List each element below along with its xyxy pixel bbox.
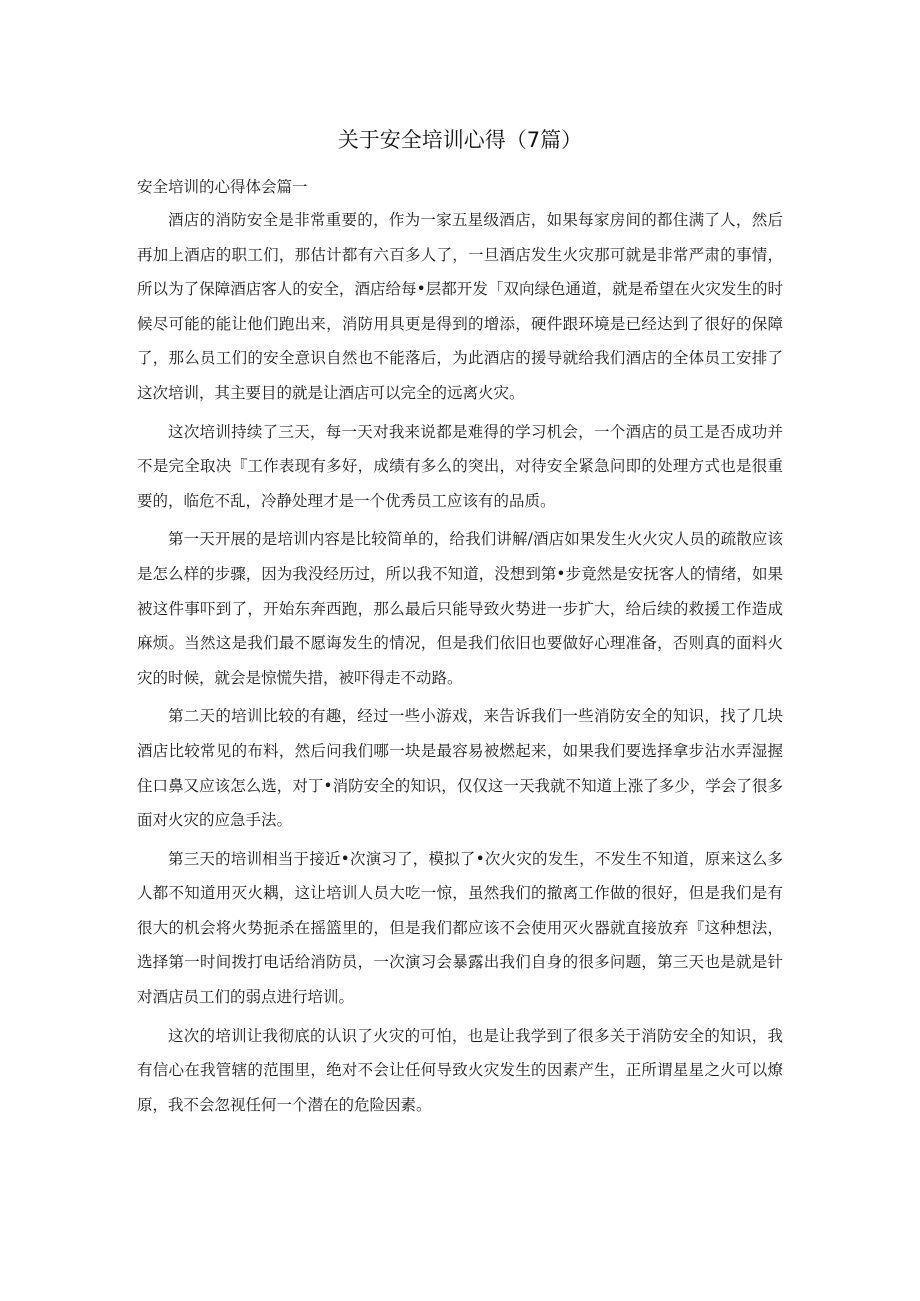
paragraph: 第三天的培训相当于接近•次演习了，模拟了•次火灾的发生，不发生不知道，原来这么多人都不知道用灭火耦，这让培训人员大吃一惊，虽然我们的撤离工作做的很好，但是我们是有很大的机会将火势扼杀在摇篮里的，但是我们都应该不会使用灭火器就直接放弃『这种想法，选择第一时间拨打电话给消防员，一次演习会暴露出我们自身的很多问题，第三天也是就是针对酒店员工们的弱点进行培训。 xyxy=(137,849,783,1007)
paragraph: 第二天的培训比较的有趣，经过一些小游戏，来告诉我们一些消防安全的知识，找了几块酒店比较常见的布料，然后问我们哪一块是最容易被燃起来，如果我们要选择拿步沾水弄湿握住口鼻又应该怎么选，对丁•消防安全的知识，仅仅这一天我就不知道上涨了多少，学会了很多面对火灾的应急手法。 xyxy=(137,707,783,830)
paragraph: 这次的培训让我彻底的认识了火灾的可怕，也是让我学到了很多关于消防安全的知识，我有信心在我管辖的范围里，绝对不会让任何导致火灾发生的因素产生，正所谓星星之火可以燎原，我不会忽视任何一个潜在的危险因素。 xyxy=(137,1026,783,1114)
section-heading: 安全培训的心得体会篇一 xyxy=(137,178,308,196)
body-text xyxy=(137,203,783,1126)
document-title: 关于安全培训心得（7篇） xyxy=(337,128,583,152)
paragraph: 第一天开展的是培训内容是比较简单的，给我们讲解/酒店如果发生火火灾人员的疏散应该是怎么样的步骤，因为我没经历过，所以我不知道，没想到第•步竟然是安抚客人的情绪，如果被这件事吓到了，开始东奔西跑，那么最后只能导致火势进一步扩大，给后续的救援工作造成麻烦。当然这是我们最不愿诲发生的情况，但是我们依旧也要做好心理准备，否则真的面料火灾的时候，就会是惊慌失措，被吓得走不动路。 xyxy=(137,530,783,687)
paragraph: 这次培训持续了三天，每一天对我来说都是难得的学习机会，一个酒店的员工是否成功并不是完全取决『工作表现有多好，成绩有多么的突出，对待安全紧急问即的处理方式也是很重要的，临危不乱，冷静处理才是一个优秀员工应该有的品质。 xyxy=(137,422,783,510)
paragraph: 酒店的消防安全是非常重要的，作为一家五星级酒店，如果每家房间的都住满了人，然后再加上酒店的职工们，那估计都有六百多人了，一旦酒店发生火灾那可就是非常严肃的事情，所以为了保障酒店客人的安全，酒店给每•层都开发「双向绿色通道，就是希望在火灾发生的时候尽可能的能让他们跑出来，消防用具更是得到的增添，硬件跟环境是已经达到了很好的保障了，那么员工们的安全意识自然也不能落后，为此酒店的援导就给我们酒店的全体员工安排了这次培训，其主要目的就是让酒店可以完全的远离火灾。 xyxy=(137,211,783,402)
